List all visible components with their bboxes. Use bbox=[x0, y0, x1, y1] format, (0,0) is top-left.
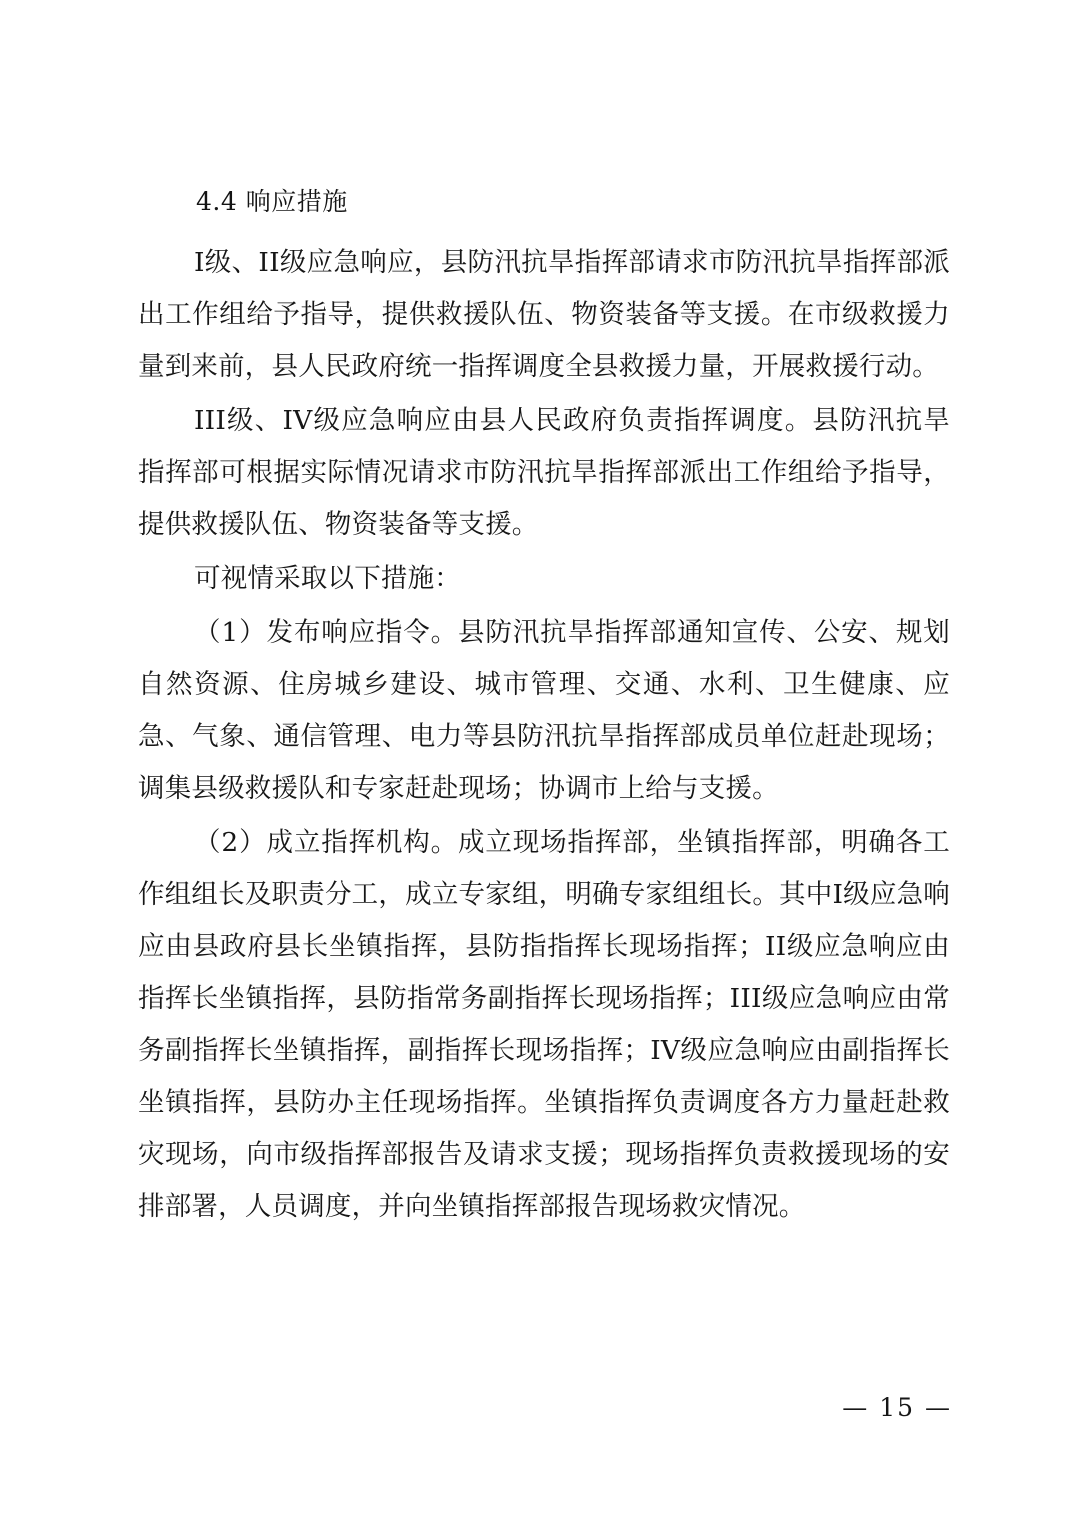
paragraph-1: I级、II级应急响应，县防汛抗旱指挥部请求市防汛抗旱指挥部派出工作组给予指导，提供救援队伍、物资装备等支援。在市级救援力量到来前，县人民政府统一指挥调度全县救援力量，开展救援行动。 bbox=[138, 246, 950, 382]
paragraph-3: 可视情采取以下措施： bbox=[194, 562, 461, 594]
page-number: — 15 — bbox=[842, 1393, 952, 1422]
paragraph-4: （1）发布响应指令。县防汛抗旱指挥部通知宣传、公安、规划自然资源、住房城乡建设、城市管理、交通、水利、卫生健康、应急、气象、通信管理、电力等县防汛抗旱指挥部成员单位赶赴现场；调集县级救援队和专家赶赴现场；协调市上给与支援。 bbox=[138, 616, 950, 804]
paragraph-2: III级、IV级应急响应由县人民政府负责指挥调度。县防汛抗旱指挥部可根据实际情况请求市防汛抗旱指挥部派出工作组给予指导，提供救援队伍、物资装备等支援。 bbox=[138, 404, 950, 540]
page-content bbox=[138, 186, 950, 1235]
section-heading: 4.4 响应措施 bbox=[196, 187, 348, 216]
paragraph-5: （2）成立指挥机构。成立现场指挥部，坐镇指挥部，明确各工作组组长及职责分工，成立专家组，明确专家组组长。其中I级应急响应由县政府县长坐镇指挥，县防指指挥长现场指挥；II级应急响应由指挥长坐镇指挥，县防指常务副指挥长现场指挥；III级应急响应由常务副指挥长坐镇指挥，副指挥长现场指挥；IV级应急响应由副指挥长坐镇指挥，县防办主任现场指挥。坐镇指挥负责调度各方力量赶赴救灾现场，向市级指挥部报告及请求支援；现场指挥负责救援现场的安排部署，人员调度，并向坐镇指挥部报告现场救灾情况。 bbox=[138, 826, 950, 1222]
